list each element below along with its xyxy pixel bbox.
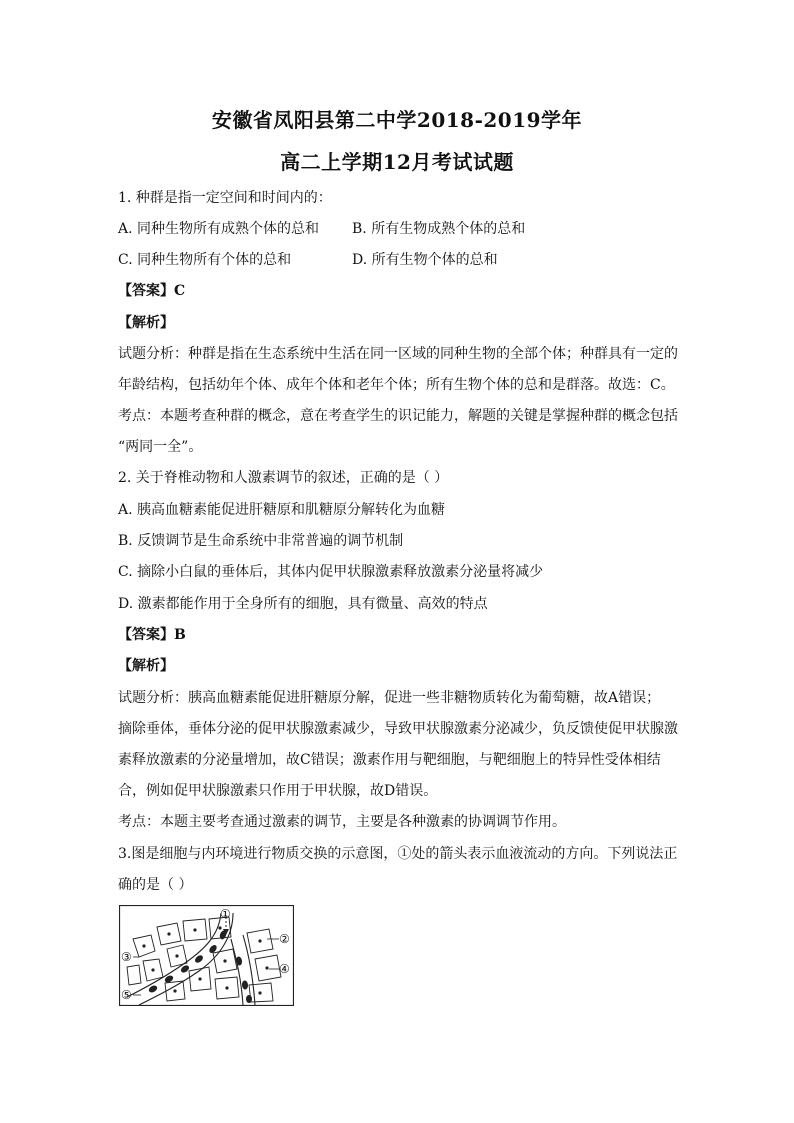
q2-analysis-line: 合，例如促甲状腺激素只作用于甲状腺，故D错误。 — [118, 783, 438, 799]
q2-stem: 2. 关于脊椎动物和人激素调节的叙述，正确的是（ ） — [118, 470, 449, 486]
q1-analysis-line: “两同一全”。 — [118, 439, 203, 455]
figure-label-1: ① — [220, 907, 231, 921]
q3-stem-line-2: 确的是（ ） — [118, 877, 193, 893]
q2-analysis-line: 摘除垂体，垂体分泌的促甲状腺激素减少，导致甲状腺激素分泌减少，负反馈使促甲状腺激 — [118, 721, 678, 737]
q2-option-a: A. 胰高血糖素能促进肝糖原和肌糖原分解转化为血糖 — [118, 502, 446, 518]
q2-analysis-line: 考点：本题主要考查通过激素的调节，主要是各种激素的协调调节作用。 — [118, 814, 566, 830]
q3-stem-line-1: 3.图是细胞与内环境进行物质交换的示意图，①处的箭头表示血液流动的方向。下列说法正 — [118, 846, 678, 862]
q1-option-d: D. 所有生物个体的总和 — [352, 252, 498, 268]
figure-label-2: ② — [279, 932, 290, 946]
q1-answer: 【答案】C — [118, 283, 186, 299]
q1-analysis-line: 年龄结构，包括幼年个体、成年个体和老年个体；所有生物个体的总和是群落。故选：C。 — [118, 377, 675, 393]
cell-exchange-diagram — [119, 905, 294, 1006]
q2-option-c: C. 摘除小白鼠的垂体后，其体内促甲状腺激素释放激素分泌量将减少 — [118, 564, 544, 580]
q2-analysis-line: 素释放激素的分泌量增加，故C错误；激素作用与靶细胞，与靶细胞上的特异性受体相结 — [118, 752, 661, 768]
q2-analysis-label: 【解析】 — [118, 658, 174, 674]
title-line-2: 高二上学期12月考试试题 — [280, 150, 514, 174]
q2-option-b: B. 反馈调节是生命系统中非常普遍的调节机制 — [118, 533, 404, 549]
figure-label-5: ⑤ — [121, 988, 132, 1002]
q2-option-d: D. 激素都能作用于全身所有的细胞，具有微量、高效的特点 — [118, 596, 488, 612]
q1-analysis-line: 试题分析：种群是指在生态系统中生活在同一区域的同种生物的全部个体；种群具有一定的 — [118, 346, 678, 362]
figure-label-4: ④ — [279, 962, 290, 976]
figure-label-3: ③ — [121, 950, 132, 964]
q1-option-a: A. 同种生物所有成熟个体的总和 — [118, 221, 320, 237]
title-line-1: 安徽省凤阳县第二中学2018-2019学年 — [211, 108, 583, 132]
q2-answer: 【答案】B — [118, 627, 186, 643]
q1-option-c: C. 同种生物所有个体的总和 — [118, 252, 292, 268]
q1-stem: 1. 种群是指一定空间和时间内的： — [118, 190, 332, 206]
q1-analysis-label: 【解析】 — [118, 315, 174, 331]
q2-analysis-line: 试题分析：胰高血糖素能促进肝糖原分解，促进一些非糖物质转化为葡萄糖，故A错误； — [118, 690, 661, 706]
figure-frame — [120, 906, 294, 1006]
q1-analysis-line: 考点：本题考查种群的概念，意在考查学生的识记能力，解题的关键是掌握种群的概念包括 — [118, 408, 678, 424]
q1-option-b: B. 所有生物成熟个体的总和 — [352, 221, 526, 237]
